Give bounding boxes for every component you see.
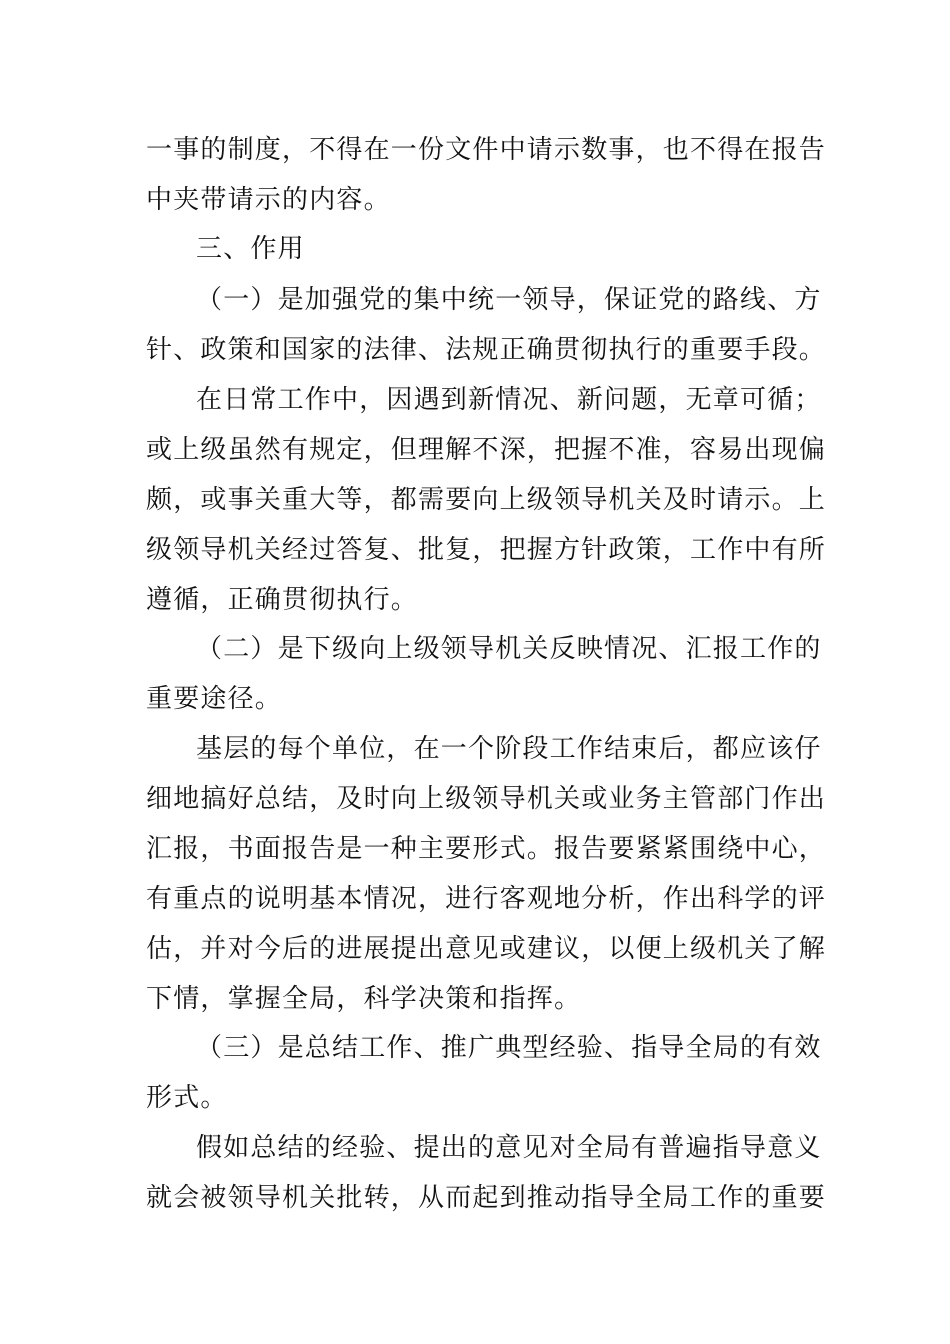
text-line: 级领导机关经过答复、批复，把握方针政策，工作中有所: [146, 535, 827, 565]
subsection-heading: （二）是下级向上级领导机关反映情况、汇报工作的: [196, 634, 822, 664]
text-line: 重要途径。: [146, 684, 283, 714]
text-line: 针、政策和国家的法律、法规正确贯彻执行的重要手段。: [146, 335, 827, 365]
text-line: 下情，掌握全局，科学决策和指挥。: [146, 984, 582, 1014]
subsection-heading: （三）是总结工作、推广典型经验、指导全局的有效: [196, 1033, 822, 1063]
text-line: 汇报，书面报告是一种主要形式。报告要紧紧围绕中心，: [146, 834, 827, 864]
text-line: 有重点的说明基本情况，进行客观地分析，作出科学的评: [146, 884, 827, 914]
text-line: 基层的每个单位，在一个阶段工作结束后，都应该仔: [196, 734, 822, 764]
text-line: 假如总结的经验、提出的意见对全局有普遍指导意义: [196, 1133, 822, 1163]
text-line: 细地搞好总结，及时向上级领导机关或业务主管部门作出: [146, 784, 827, 814]
text-line: 估，并对今后的进展提出意见或建议，以便上级机关了解: [146, 934, 827, 964]
text-line: 遵循，正确贯彻执行。: [146, 585, 419, 615]
text-line: 就会被领导机关批转，从而起到推动指导全局工作的重要: [146, 1183, 827, 1213]
section-heading: 三、作用: [196, 234, 305, 264]
text-line: 或上级虽然有规定，但理解不深，把握不准，容易出现偏: [146, 435, 827, 465]
subsection-heading: （一）是加强党的集中统一领导，保证党的路线、方: [196, 285, 822, 315]
text-line: 一事的制度，不得在一份文件中请示数事，也不得在报告: [146, 135, 827, 165]
text-line: 颇，或事关重大等，都需要向上级领导机关及时请示。上: [146, 485, 827, 515]
text-line: 在日常工作中，因遇到新情况、新问题，无章可循；: [196, 385, 822, 415]
text-line: 形式。: [146, 1083, 228, 1113]
text-line: 中夹带请示的内容。: [146, 185, 391, 215]
